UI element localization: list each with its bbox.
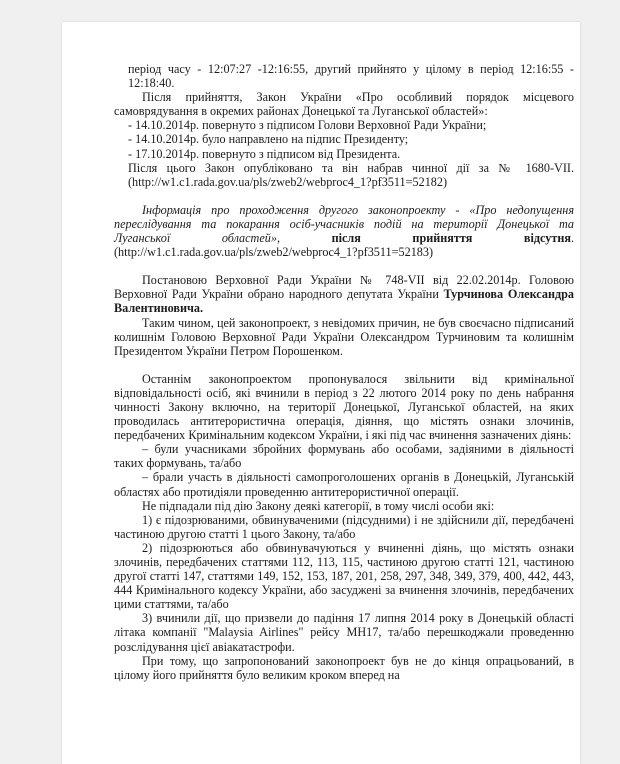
paragraph-conclusion: При тому, що запропонований законопроект був не до кінця опрацьований, в цілому його прийняття було великим кроком вперед на — [114, 653, 574, 682]
list-item: – були учасниками збройних формувань або особами, задіяними в діяльності таких формувань, та/або — [114, 442, 574, 471]
list-item: - 14.10.2014р. повернуто з підписом Голови Верховної Ради України; — [128, 118, 487, 133]
paragraph-amnesty: Останнім законопроектом пропонувалося звільнити від кримінальної відповідальності осіб, які вчинили в період з 22 лютого 2014 року по день набрання чинності Закону включно, на території Донецької, Луганської областей, на яких проводилась антитерористична операція, діяння, що містять ознаки злочинів, передбачених Кримінальним кодексом України, і які під час вчинення зазначених діянь: — [114, 371, 574, 443]
second-bill-status: після прийняття відсутня — [331, 231, 571, 246]
paragraph-exceptions: Не підпадали під дію Закону деякі категорії, в тому числі особи які: — [142, 498, 495, 513]
paragraph-second-bill — [114, 203, 574, 259]
paragraph-publication: Після цього Закон опубліковано та він набрав чинної дії за № 1680-VII. (http://w1.c1.rada.gov.ua/pls/zweb2/webproc4_1?pf3511=52182) — [128, 160, 574, 189]
paragraph-law-adoption: Після прийняття, Закон України «Про особливий порядок місцевого самоврядування в окремих районах Донецької та Луганської областей»: — [114, 90, 574, 119]
list-item: - 17.10.2014р. повернуто з підписом від Президента. — [128, 146, 401, 161]
document-text — [114, 62, 574, 682]
spacer — [114, 189, 574, 203]
list-item: 3) вчинили дії, що призвели до падіння 17 липня 2014 року в Донецькій області літака компанії "Malaysia Airlines" рейсу МН17, та/або перешкоджали проведенню розслідування цієї авіакатастрофи. — [114, 611, 574, 654]
second-bill-info: Інформація про проходження другого законопроекту - «Про недопущення переслідування та покарання осіб-учасників подій на території Донецької та Луганської областей», — [114, 202, 574, 246]
document-page — [62, 22, 580, 764]
list-item: 2) підозрюються або обвинувачуються у вчиненні діянь, що містять ознаки злочинів, передбачених статтями 112, 113, 115, частиною другою статті 121, частиною другої статті 147, статтями 149, 152, 153, 187, 201, 258, 297, 348, 349, 379, 400, 442, 443, 444 Кримінального кодексу України, або засуджені за вчинення злочинів, передбачених цими статтями, та/або — [114, 540, 574, 612]
spacer — [114, 259, 574, 273]
paragraph-not-signed: Таким чином, цей законопроект, з невідомих причин, не був своєчасно підписаний колишнім Головою Верховної Ради України Олександром Турчиновим та колишнім Президентом України Петром Порошенком. — [114, 315, 574, 358]
paragraph-vote-period: період часу - 12:07:27 -12:16:55, другий прийнято у цілому в період 12:16:55 - 12:18:40. — [128, 62, 574, 91]
paragraph-resolution — [114, 273, 574, 315]
second-bill-link: . (http://w1.c1.rada.gov.ua/pls/zweb2/webproc4_1?pf3511=52183) — [114, 231, 575, 260]
spacer — [114, 358, 574, 372]
list-item: 1) є підозрюваними, обвинуваченими (підсудними) і не здійснили дії, передбачені частиною другою статті 1 цього Закону, та/або — [114, 512, 574, 541]
resolution-text: Постановою Верховної Ради України № 748-VII від 22.02.2014р. Головою Верховної Ради України обрано народного депутата України — [114, 273, 574, 302]
list-item: - 14.10.2014р. було направлено на підпис Президенту; — [128, 132, 409, 147]
speaker-name: Турчинова Олександра Валентиновича. — [114, 287, 575, 316]
list-item: – брали участь в діяльності самопроголошених органів в Донецькій, Луганській областях або протидіяли проведенню антитерористичної операції. — [114, 470, 574, 499]
